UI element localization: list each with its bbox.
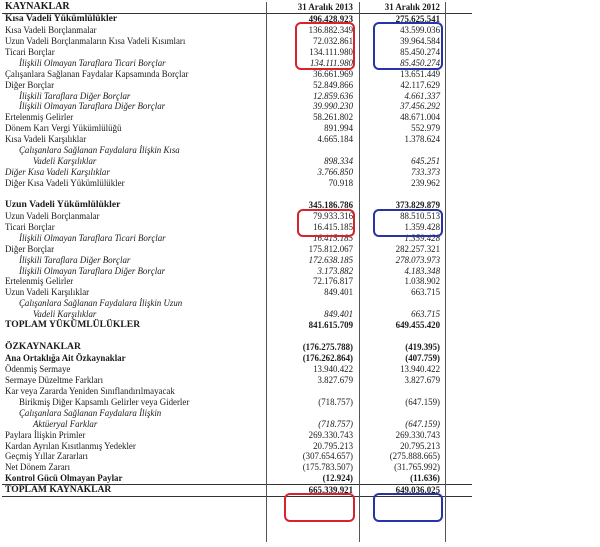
- row-label: Çalışanlara Sağlanan Faydalara İlişkin: [19, 407, 162, 418]
- table-row: [2, 353, 472, 364]
- highlight-box-2012-losses: [373, 493, 443, 522]
- row-label: Kısa Vadeli Borçlanmalar: [5, 24, 97, 35]
- row-value-2013: 13.940.422: [313, 363, 353, 374]
- row-value-2013: (12.924): [322, 473, 353, 484]
- row-value-2013: 70.918: [328, 178, 353, 188]
- row-value-2012: 1.038.902: [404, 276, 440, 287]
- row-label: Vadeli Karşılıklar: [33, 156, 97, 167]
- row-label: Kontrol Gücü Olmayan Paylar: [5, 473, 123, 484]
- row-value-2012: 13.940.422: [400, 363, 440, 374]
- row-value-2012: 43.599.036: [400, 24, 440, 35]
- row-label: Diğer Kısa Vadeli Karşılıklar: [5, 167, 110, 178]
- table-row: [2, 298, 472, 309]
- row-value-2012: (11.636): [410, 473, 440, 484]
- row-value-2013: (175.783.507): [302, 462, 353, 473]
- row-label: Net Dönem Zararı: [5, 462, 71, 473]
- column-divider: [266, 2, 267, 542]
- row-value-2013: 36.661.969: [313, 68, 353, 79]
- row-value-2013: 898.334: [324, 156, 353, 167]
- row-value-2012: 37.456.292: [400, 101, 440, 112]
- row-value-2013: 136.882.349: [308, 24, 353, 35]
- header-label: KAYNAKLAR: [5, 1, 70, 12]
- row-value-2012: 85.450.274: [400, 57, 440, 68]
- row-value-2012: 20.795.213: [400, 440, 440, 451]
- table-row: [2, 342, 472, 353]
- row-label: Birikmiş Diğer Kapsamlı Gelirler veya Giderler: [19, 396, 190, 407]
- row-value-2012: 282.257.321: [395, 243, 440, 254]
- row-label: Kardan Ayrılan Kısıtlanmış Yedekler: [5, 440, 136, 451]
- row-value-2013: 134.111.980: [309, 46, 353, 57]
- row-value-2012: 239.962: [411, 178, 440, 188]
- row-value-2012: 85.450.274: [400, 46, 440, 57]
- row-value-2013: (176.275.788): [302, 342, 353, 353]
- row-value-2013: 496.428.923: [308, 13, 353, 24]
- row-value-2013: 3.827.679: [317, 374, 353, 385]
- row-value-2013: 665.339.921: [308, 485, 353, 496]
- row-value-2012: 3.827.679: [404, 374, 440, 385]
- row-label: Diğer Kısa Vadeli Yükümlülükler: [5, 178, 125, 188]
- row-value-2013: 841.615.709: [308, 320, 353, 331]
- row-value-2012: 278.073.973: [395, 254, 440, 265]
- row-value-2012: (647.159): [405, 418, 440, 429]
- row-label: Uzun Vadeli Karşılıklar: [5, 287, 90, 298]
- row-label: İlişkili Olmayan Taraflara Ticari Borçlar: [19, 232, 166, 243]
- row-value-2012: 88.510.513: [400, 210, 440, 221]
- row-value-2012: 1.359.428: [404, 232, 440, 243]
- row-label: İlişkili Taraflara Diğer Borçlar: [19, 90, 131, 101]
- table-row: [2, 134, 472, 145]
- row-value-2012: (407.759): [405, 353, 440, 363]
- row-value-2013: 849.401: [324, 287, 353, 298]
- row-value-2012: 4.661.337: [404, 90, 440, 101]
- row-value-2012: 39.964.584: [400, 35, 440, 46]
- row-value-2013: 175.812.067: [308, 243, 353, 254]
- row-label: Kısa Vadeli Yükümlülükler: [5, 12, 118, 24]
- row-label: Çalışanlara Sağlanan Faydalara İlişkin Uzun: [19, 298, 183, 309]
- row-value-2012: 733.373: [411, 167, 440, 178]
- row-value-2013: 52.849.866: [313, 79, 353, 90]
- row-value-2013: 12.859.636: [313, 90, 353, 101]
- row-value-2012: 48.671.004: [400, 112, 440, 123]
- header-col-2012: 31 Aralık 2012: [384, 2, 440, 12]
- table-row: [2, 320, 472, 331]
- table-row: [2, 156, 472, 167]
- column-divider: [445, 2, 446, 542]
- row-value-2012: 552.979: [411, 123, 440, 134]
- row-label: Aktüeryal Farklar: [33, 418, 98, 429]
- table-row: [2, 441, 472, 452]
- table-row: [2, 255, 472, 266]
- table-row: [2, 80, 472, 91]
- row-label: Kar veya Zararda Yeniden Sınıflandırılmayacak: [5, 385, 175, 396]
- highlight-box-2012-long-term-borrowings: [373, 209, 443, 237]
- row-value-2013: 4.665.184: [317, 134, 353, 145]
- row-value-2013: 891.994: [324, 123, 353, 134]
- row-value-2012: 4.183.348: [404, 265, 440, 276]
- table-row: [2, 101, 472, 112]
- table-row: [2, 430, 472, 441]
- highlight-box-2013-short-term-borrowings: [295, 22, 355, 70]
- table-row: [2, 112, 472, 123]
- row-value-2013: (176.262.864): [302, 353, 353, 363]
- highlight-box-2013-losses: [284, 493, 355, 522]
- table-row: [2, 462, 472, 473]
- header-col-2013: 31 Aralık 2013: [297, 2, 353, 12]
- table-row: [2, 386, 472, 397]
- highlight-box-2013-long-term-borrowings: [297, 209, 355, 237]
- row-value-2012: 13.651.449: [400, 68, 440, 79]
- table-row: [2, 419, 472, 430]
- row-label: Çalışanlara Sağlanan Faydalara İlişkin Kısa: [19, 145, 180, 156]
- column-divider: [359, 2, 360, 542]
- row-label: Ticari Borçlar: [5, 221, 55, 232]
- row-value-2013: 3.766.850: [317, 167, 353, 178]
- row-label: Ödenmiş Sermaye: [5, 363, 71, 374]
- row-value-2012: 269.330.743: [395, 429, 440, 440]
- row-value-2012: (647.159): [405, 396, 440, 407]
- row-value-2012: 275.625.541: [395, 13, 440, 24]
- row-label: Paylara İlişkin Primler: [5, 429, 86, 440]
- row-label: TOPLAM YÜKÜMLÜLÜKLER: [5, 319, 141, 331]
- row-label: İlişkili Olmayan Taraflara Diğer Borçlar: [19, 101, 166, 112]
- row-value-2012: (419.395): [405, 342, 440, 353]
- row-label: İlişkili Taraflara Diğer Borçlar: [19, 254, 131, 265]
- row-value-2013: 72.032.861: [313, 35, 353, 46]
- row-value-2013: 16.415.185: [313, 221, 353, 232]
- row-label: TOPLAM KAYNAKLAR: [5, 484, 112, 496]
- row-label: Uzun Vadeli Yükümlülükler: [5, 198, 121, 210]
- row-value-2013: (718.757): [318, 418, 353, 429]
- row-value-2012: 1.378.624: [404, 134, 440, 145]
- row-value-2013: 849.401: [324, 309, 353, 320]
- row-label: Geçmiş Yıllar Zararları: [5, 451, 88, 462]
- row-value-2013: 39.990.230: [313, 101, 353, 112]
- balance-sheet: [2, 2, 472, 497]
- row-value-2013: 20.795.213: [313, 440, 353, 451]
- row-label: Sermaye Düzeltme Farkları: [5, 374, 104, 385]
- table-row: [2, 276, 472, 287]
- row-value-2012: (275.888.665): [389, 451, 440, 462]
- table-row: [2, 145, 472, 156]
- row-label: Uzun Vadeli Borçlanmaların Kısa Vadeli Kısımları: [5, 35, 186, 46]
- row-value-2013: 16.415.185: [313, 232, 353, 243]
- highlight-box-2012-short-term-borrowings: [373, 22, 443, 70]
- row-value-2013: (718.757): [318, 396, 353, 407]
- row-value-2013: 345.186.786: [308, 199, 353, 210]
- row-label: Ana Ortaklığa Ait Özkaynaklar: [5, 353, 126, 363]
- table-row: [2, 397, 472, 408]
- table-row: [2, 473, 472, 484]
- row-label: Dönem Karı Vergi Yükümlülüğü: [5, 123, 122, 134]
- row-label: Uzun Vadeli Borçlanmalar: [5, 210, 100, 221]
- row-label: Diğer Borçlar: [5, 79, 55, 90]
- row-value-2013: (307.654.657): [302, 451, 353, 462]
- table-row: [2, 69, 472, 80]
- table-row: [2, 244, 472, 255]
- row-value-2013: 79.933.316: [313, 210, 353, 221]
- row-value-2012: (31.765.992): [394, 462, 440, 473]
- table-row: [2, 123, 472, 134]
- row-label: Kısa Vadeli Karşılıklar: [5, 134, 87, 145]
- row-label: Ertelenmiş Gelirler: [5, 112, 74, 123]
- row-value-2013: 3.173.882: [317, 265, 353, 276]
- row-value-2012: 42.117.629: [400, 79, 440, 90]
- row-value-2012: 645.251: [411, 156, 440, 167]
- table-row: [2, 408, 472, 419]
- row-value-2012: 663.715: [411, 309, 440, 320]
- table-row: [2, 167, 472, 178]
- row-value-2013: 172.638.185: [308, 254, 353, 265]
- row-value-2013: 269.330.743: [308, 429, 353, 440]
- row-label: ÖZKAYNAKLAR: [5, 341, 81, 353]
- row-value-2012: 649.455.420: [395, 320, 440, 331]
- row-value-2012: 1.359.428: [404, 221, 440, 232]
- row-value-2012: 373.829.879: [395, 199, 440, 210]
- row-label: Ticari Borçlar: [5, 46, 55, 57]
- table-row: [2, 287, 472, 298]
- table-row: [2, 375, 472, 386]
- table-row: [2, 178, 472, 189]
- row-label: Çalışanlara Sağlanan Faydalar Kapsamında Borçlar: [5, 68, 189, 79]
- table-row: [2, 364, 472, 375]
- row-label: Diğer Borçlar: [5, 243, 55, 254]
- row-value-2012: 663.715: [411, 287, 440, 298]
- row-value-2013: 58.261.802: [313, 112, 353, 123]
- row-value-2013: 134.111.980: [309, 57, 353, 68]
- row-label: Vadeli Karşılıklar: [33, 309, 97, 320]
- row-label: İlişkili Olmayan Taraflara Diğer Borçlar: [19, 265, 166, 276]
- row-label: İlişkili Olmayan Taraflara Ticari Borçlar: [19, 57, 166, 68]
- table-row: [2, 266, 472, 277]
- table-row: [2, 91, 472, 102]
- row-value-2012: 649.036.025: [395, 485, 440, 496]
- table-row: [2, 451, 472, 462]
- row-value-2013: 72.176.817: [313, 276, 353, 287]
- row-label: Ertelenmiş Gelirler: [5, 276, 74, 287]
